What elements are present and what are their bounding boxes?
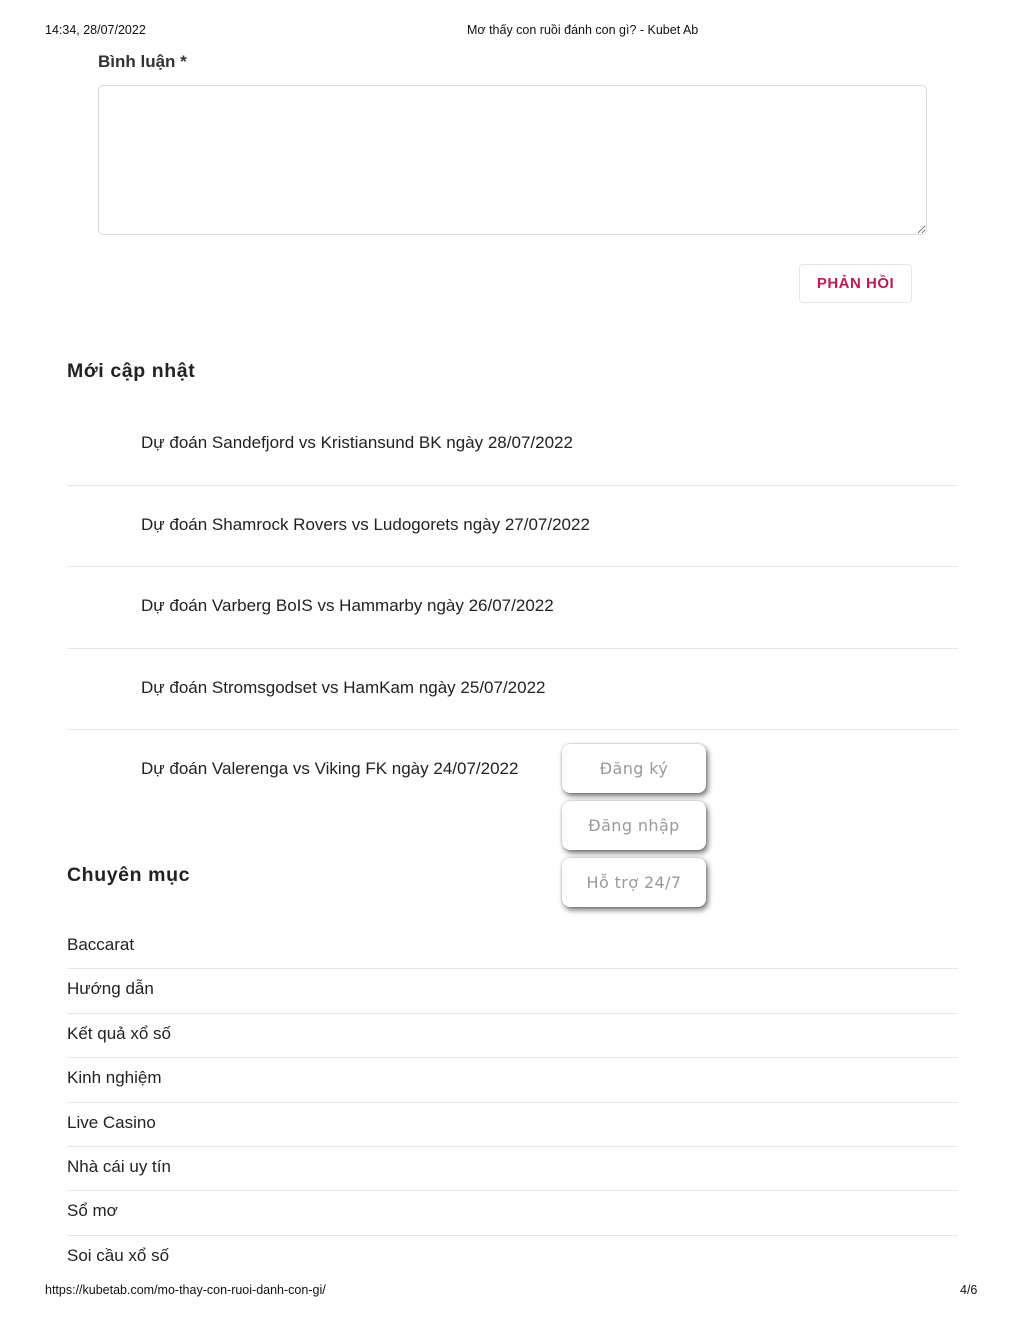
recent-posts-title: Mới cập nhật: [67, 360, 196, 382]
category-link[interactable]: Live Casino: [67, 1112, 156, 1132]
list-item: [67, 486, 958, 568]
list-item: [67, 1191, 958, 1235]
comment-label: Bình luận *: [98, 52, 187, 71]
category-link[interactable]: Kết quả xổ số: [67, 1023, 171, 1043]
recent-posts-list: [67, 404, 958, 812]
list-item: [67, 1103, 958, 1147]
submit-comment-button[interactable]: PHẢN HỒI: [799, 264, 912, 303]
list-item: [67, 969, 958, 1013]
list-item: [67, 1236, 958, 1280]
list-item: [67, 925, 958, 969]
print-datetime: 14:34, 28/07/2022: [45, 23, 146, 37]
category-link[interactable]: Hướng dẫn: [67, 979, 154, 999]
recent-post-link[interactable]: Dự đoán Sandefjord vs Kristiansund BK ngày 28/07/2022: [141, 433, 573, 452]
categories-list: [67, 925, 958, 1280]
print-page-number: 4/6: [960, 1283, 978, 1297]
register-button[interactable]: Đăng ký: [562, 744, 706, 793]
list-item: [67, 649, 958, 731]
list-item: [67, 404, 958, 486]
login-button[interactable]: Đăng nhập: [562, 801, 706, 850]
recent-post-link[interactable]: Dự đoán Shamrock Rovers vs Ludogorets ngày 27/07/2022: [141, 514, 590, 534]
list-item: [67, 1014, 958, 1058]
category-link[interactable]: Sổ mơ: [67, 1201, 118, 1221]
categories-title: Chuyên mục: [67, 864, 191, 886]
list-item: [67, 730, 958, 812]
category-link[interactable]: Kinh nghiệm: [67, 1068, 162, 1088]
print-footer: [0, 1283, 1024, 1303]
recent-post-link[interactable]: Dự đoán Varberg BoIS vs Hammarby ngày 26/07/2022: [141, 596, 554, 615]
print-header: [0, 23, 1024, 43]
category-link[interactable]: Baccarat: [67, 935, 135, 954]
list-item: [67, 567, 958, 649]
list-item: [67, 1147, 958, 1191]
comment-textarea[interactable]: [98, 85, 927, 235]
print-url: https://kubetab.com/mo-thay-con-ruoi-danh-con-gi/: [45, 1283, 326, 1297]
category-link[interactable]: Nhà cái uy tín: [67, 1156, 171, 1176]
support-button[interactable]: Hỗ trợ 24/7: [562, 858, 706, 907]
category-link[interactable]: Soi cầu xổ số: [67, 1245, 170, 1265]
list-item: [67, 1058, 958, 1102]
recent-post-link[interactable]: Dự đoán Valerenga vs Viking FK ngày 24/07/2022: [141, 759, 519, 778]
print-page-title: Mơ thấy con ruồi đánh con gì? - Kubet Ab: [467, 23, 699, 37]
recent-post-link[interactable]: Dự đoán Stromsgodset vs HamKam ngày 25/07/2022: [141, 677, 546, 697]
